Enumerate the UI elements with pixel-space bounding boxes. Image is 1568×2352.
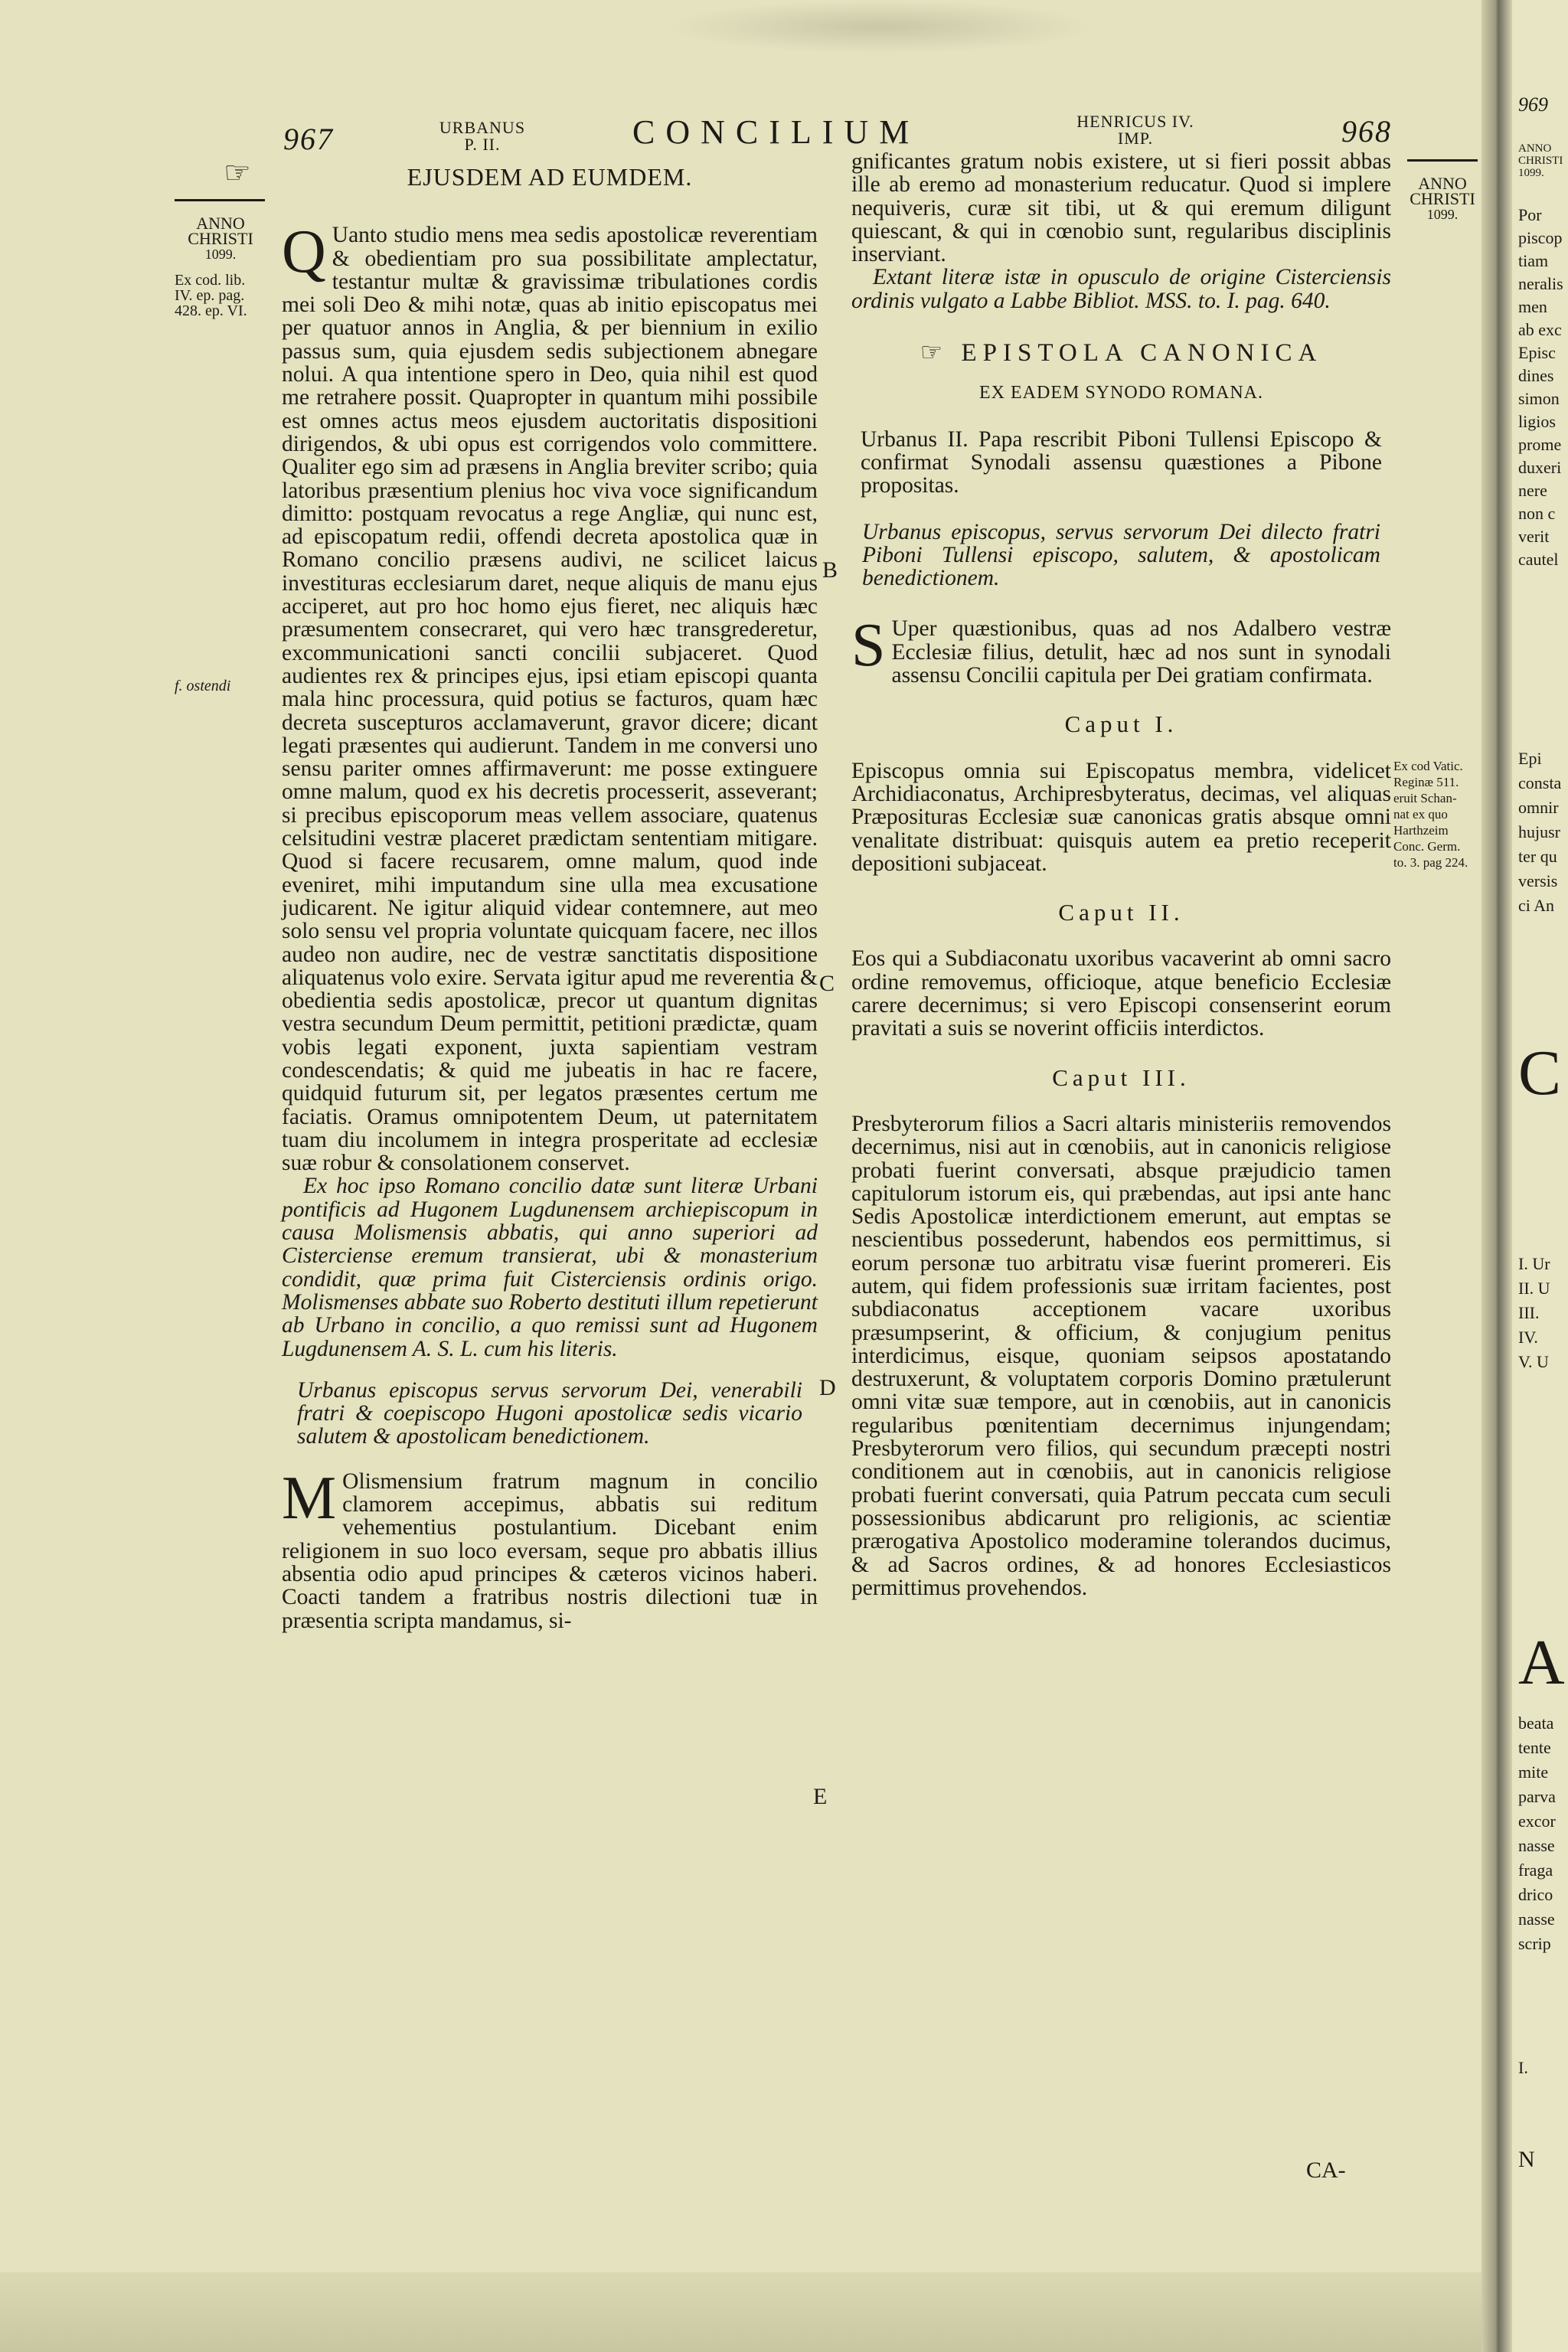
next-page-line: piscop — [1518, 228, 1563, 247]
next-page-line: nasse — [1518, 1836, 1555, 1855]
epistola-salutation: Urbanus episcopus, servus servorum Dei dilecto fratri Piboni Tullensi episcopo, salutem, & apostolicam benedictionem. — [862, 519, 1380, 591]
right-column — [851, 150, 1391, 1599]
next-page-line: Por — [1518, 205, 1542, 224]
next-page-number: 969 — [1518, 93, 1548, 116]
editorial-note: Ex hoc ipso Romano concilio datæ sunt literæ Urbani pontificis ad Hugonem Lugdunensem archiepiscopum in causa Molismensis abbatis, qui anno superiori ad Cisterciense eremum transierat, ubi & monasterium condidit, quæ prima fuit Cisterciensis ordinis origo. Molismenses abbate suo Roberto destituti illum repetierunt ab Urbano in concilio, a quo remissi sunt ad Hugonem Lugdunensem A. S. L. cum his literis. — [282, 1174, 818, 1361]
margin-year: 1099. — [204, 247, 237, 262]
next-page-line: excor — [1518, 1811, 1556, 1831]
next-page-line: verit — [1518, 527, 1550, 546]
next-page-line: consta — [1518, 773, 1562, 792]
next-page-list-item: V. U — [1518, 1352, 1549, 1371]
letter-body — [282, 218, 818, 1176]
next-page-list-item: III. — [1518, 1303, 1540, 1322]
epistola-subtitle: EX EADEM SYNODO ROMANA. — [979, 383, 1263, 403]
next-page-line: prome — [1518, 435, 1562, 454]
running-title: CONCILIUM — [632, 113, 920, 151]
letter-heading: EJUSDEM AD EUMDEM. — [407, 163, 693, 191]
pointing-hand-icon: ☞ — [920, 339, 962, 368]
letter-text-2: Olismensium fratrum magnum in concilio clamorem accepimus, abbatis sui reditum vehementius postulantium. Dicebant enim religionem in suo loco eversam, seque pro abbatis illius absentia odio apud principes & cæteros vicinos haberi. Coacti tandem a fratribus nostris dilectioni tuæ in præsentia scripta mandamus, si- — [282, 1468, 818, 1633]
page-bottom-edge — [0, 2272, 1504, 2352]
next-page-line: mite — [1518, 1762, 1549, 1782]
margin-source-line: Ex cod. lib. — [175, 272, 246, 289]
margin-rule-left — [175, 199, 265, 201]
page-shadow — [666, 0, 1095, 54]
continued-text: gnificantes gratum nobis existere, ut si fieri possit abbas ille ab eremo ad monasterium reducatur. Quod si implere nequiveris, curæ sit tibi, ut & qui eremum diligunt quiescant, & qui in cœnobio sunt, regularibus disciplinis inserviant. — [851, 149, 1391, 267]
page-number-left: 967 — [283, 122, 334, 156]
next-page-line: hujusr — [1518, 822, 1560, 841]
margin-anno-right — [1405, 176, 1480, 222]
margin-source-line: IV. ep. pag. — [175, 287, 245, 304]
epistola-summary: Urbanus II. Papa rescribit Piboni Tullensi Episcopo & confirmat Synodali assensu quæstiones a Pibone propositas. — [861, 426, 1382, 498]
next-year: 1099. — [1518, 167, 1544, 179]
next-page-big-a: A — [1518, 1627, 1565, 1698]
margin-anno-left — [175, 216, 266, 262]
header-pope — [429, 119, 536, 153]
next-page-line: neralis — [1518, 274, 1563, 293]
next-page-line: beata — [1518, 1713, 1554, 1733]
epistola-intro-text: Uper quæstionibus, quas ad nos Adalbero vestræ Ecclesiæ filius, detulit, hæc ad nos sunt in synodali assensu Concilii capitula per Dei gratiam confirmata. — [891, 616, 1391, 688]
margin-source-right — [1393, 758, 1484, 871]
next-page-line: men — [1518, 297, 1547, 316]
next-page-line: Epi — [1518, 749, 1542, 768]
margin-source-line: 428. ep. VI. — [175, 302, 247, 319]
margin-rule-right — [1407, 159, 1478, 162]
header-pope-name: URBANUS — [439, 118, 526, 137]
next-page-line: simon — [1518, 389, 1560, 408]
margin-anno-word: ANNO — [196, 214, 245, 233]
next-page-tail-2: N — [1518, 2147, 1535, 2172]
next-page-line: ab exc — [1518, 320, 1562, 339]
next-page-line: Episc — [1518, 343, 1556, 362]
catchword: CA- — [1306, 2158, 1346, 2183]
next-anno-word: ANNO — [1518, 142, 1552, 155]
next-page-line: cautel — [1518, 550, 1559, 569]
margin-christi-word: CHRISTI — [1410, 189, 1475, 208]
next-page-line: scrip — [1518, 1934, 1551, 1953]
next-page-anno — [1518, 142, 1563, 179]
caput-3-text: Presbyterorum filios a Sacri altaris ministeriis removendos decernimus, nisi aut in cœnobiis, aut in canonicis religiose probati fuerint conversati, absque præjudicio tamen capitulorum istorum eis, qui præbendas, aut ipsi ante hanc Sedis Apostolicæ interdictionem emerunt, aut emptas se nescientibus possederunt, habendos eos permittimus, si eorum personæ tuo arbitratu visæ fuerint promereri. Eis autem, qui fidem professionis suæ irritam facientes, post subdiaconatus acceptionem vacare uxoribus præsumpserint, & officium, & conjugium penitus interdicimus, eisque, quoniam seipsos apostatando destruxerunt, & voluptatem corporis Domino prætulerunt omni vitæ suæ tempore, aut in cœnobiis, aut in canonicis regularibus pœnitentiam decernimus injungendam; Presbyterorum vero filios, qui secundum præcepti nostri conditionem aut in cœnobiis, aut in canonicis religiose probati fuerint conversati, quia Patrum peccata cum seculi possessionibus abdicarunt pro religionis, ac scientiæ prærogativa Apostolico moderamine tolerandos ducimus, & ad Sacros ordines, & ad honores Ecclesiasticos permittimus provehendos. — [851, 1111, 1391, 1600]
margin-christi-word: CHRISTI — [188, 229, 253, 248]
next-christi-word: CHRISTI — [1518, 155, 1563, 167]
epistola-title-text: EPISTOLA CANONICA — [961, 339, 1323, 368]
next-page-list-item: II. U — [1518, 1279, 1550, 1298]
next-page-list-item: IV. — [1518, 1328, 1538, 1347]
next-page-line: parva — [1518, 1787, 1556, 1806]
letter-salutation: Urbanus episcopus servus servorum Dei, venerabili fratri & coepiscopo Hugoni apostolicæ sedis vicario salutem & apostolicam benedictionem. — [297, 1377, 802, 1449]
header-emperor-name: HENRICUS IV. — [1076, 112, 1194, 131]
section-marker-e: E — [813, 1784, 828, 1809]
epistola-title — [851, 339, 1391, 368]
page-number-right: 968 — [1341, 114, 1392, 149]
next-page-big-c: C — [1518, 1037, 1562, 1109]
section-marker-d: D — [819, 1375, 836, 1400]
header-emperor-sub: IMP. — [1117, 129, 1154, 148]
book-gutter — [1481, 0, 1512, 2352]
margin-source-line: Harthzeim — [1393, 823, 1449, 838]
letter-body-2 — [282, 1464, 818, 1633]
next-page-line: omnir — [1518, 798, 1559, 817]
caput-1-text: Episcopus omnia sui Episcopatus membra, videlicet Archidiaconatus, Archipresbyteratus, decimas, vel aliquas Præposituras Ecclesiæ suæ canonicas gratis absque omni venalitate distribuat: quisquis autem ea pretio receperit depositioni subjaceat. — [851, 758, 1391, 876]
margin-source-line: Conc. Germ. — [1393, 839, 1461, 854]
caput-1-heading: Caput I. — [1064, 710, 1178, 738]
letter-text: Uanto studio mens mea sedis apostolicæ reverentiam & obedientiam pro sua possibilitate amplectatur, testantur multæ & gravissimæ tribulationes cordis mei soli Deo & mihi notæ, quas ab initio episcopatus mei per quatuor annos in Anglia, & per biennium in exilio passus sum, quia ejusdem sedis subjectionem abnegare nolui. A qua intentione spero in Deo, quia nihil est quod me retrahere possit. Quapropter in quantum mihi possibile est omnes actus meos ejusdem auctoritatis dispositioni dirigendos, & ubi opus est corrigendos volo committere. Qualiter ego sim ad præsens in Anglia breviter scribo; quia latoribus præsentium plenius hoc viva voce significandum dimitto: postquam revocatus a rege Angliæ, qui nunc est, ad episcopatum redii, offendi decreta apostolica quæ in Romano concilio præsens audivi, ne scilicet laicus investituras ecclesiarum daret, neque aliquis de manu ejus acciperet, aut pro hoc homo ejus fieret, nec aliquis hæc præsumentem consecraret, qui vero hæc transgrederetur, excommunicationi sancti concilii subjaceret. Quod audientes rex & principes ejus, ipsi etiam episcopi quanta mala hinc processura, quid potius se facturos, quam hæc decreta suscepturos acclamaverunt, gravor dicere; dicant legati præsentes qui audierunt. Tandem in me conversi uno sensu pariter omnes affirmaverunt: me posse extinguere omne malum, quod ex his decretis processerit, asseverant; si precibus episcoporum meas vellem associare, quatenus celsitudini vestræ placeret prædictam sententiam mitigare. Quod si facere recusarem, omne malum, quod inde eveniret, mihi imputandum sine ulla mea excusatione judicarent. Ne igitur aliquid videar contemnere, aut meo solo sensu vel propria voluntate quicquam facere, nec illos audeo non audire, nec de vestræ sanctitatis dispositione aliquatenus volo exire. Servata igitur apud me reverentia & obedientia sedis apostolicæ, precor ut quantum dignitas vestra secundum Deum permittit, petitioni prædictæ, quam vobis legati exponent, juxta sapientiam vestram condescendatis; & quid me jubeatis in hac re facere, quidquid futurum sit, per legatos præsentes certum me faciatis. Oramus omnipotentem Deum, ut paternitatem tuam diu incolumem in integra prosperitate ad ecclesiæ suæ robur & consolationem conservet. — [282, 223, 818, 1176]
next-page-line: dines — [1518, 366, 1554, 385]
caput-2-text: Eos qui a Subdiaconatu uxoribus vacaverint ab omni sacro ordine removemus, officioque, atque beneficio Ecclesiæ carere decernimus; si vero Episcopi consenserint eorum pravitati a suis se noverint officiis interdictos. — [851, 946, 1391, 1041]
next-page-line: non c — [1518, 504, 1556, 523]
next-page-line: tiam — [1518, 251, 1549, 270]
margin-source-line: Ex cod Vatic. — [1393, 759, 1463, 773]
section-marker-c: C — [819, 971, 835, 996]
margin-source-line: nat ex quo — [1393, 807, 1448, 822]
drop-cap-q: Q — [282, 218, 326, 286]
margin-note-ostendi: f. ostendi — [175, 678, 231, 694]
margin-source-left — [175, 273, 276, 318]
next-page-line: versis — [1518, 871, 1558, 890]
section-marker-b: B — [822, 557, 838, 583]
caput-2-heading: Caput II. — [1058, 899, 1184, 926]
header-emperor — [1070, 113, 1200, 147]
next-page-line: ci An — [1518, 896, 1555, 915]
pointing-hand-icon: ☞ — [224, 155, 251, 190]
caput-3-heading: Caput III. — [1052, 1063, 1191, 1091]
left-column — [282, 161, 818, 1632]
header-pope-sub: P. II. — [464, 135, 501, 154]
next-page-line: nere — [1518, 481, 1547, 500]
next-page-line: ter qu — [1518, 847, 1557, 866]
next-page-line: nasse — [1518, 1909, 1555, 1929]
next-page-line: tente — [1518, 1738, 1551, 1757]
epistola-intro — [851, 612, 1391, 688]
next-page-line: fraga — [1518, 1860, 1553, 1880]
next-page-line: duxeri — [1518, 458, 1562, 477]
margin-source-line: to. 3. pag 224. — [1393, 855, 1468, 870]
margin-source-line: Reginæ 511. — [1393, 775, 1459, 789]
extant-note: Extant literæ istæ in opusculo de origine Cisterciensis ordinis vulgato a Labbe Bibliot. MSS. to. I. pag. 640. — [851, 265, 1391, 313]
margin-anno-word: ANNO — [1418, 174, 1467, 193]
next-page-tail-1: I. — [1518, 2058, 1528, 2077]
next-page-edge — [1512, 0, 1568, 2352]
drop-cap-m: M — [282, 1464, 337, 1532]
margin-source-line: eruit Schan- — [1393, 791, 1457, 805]
next-page-list-item: I. Ur — [1518, 1254, 1550, 1273]
drop-cap-s: S — [851, 612, 886, 680]
next-page-line: ligios — [1518, 412, 1556, 431]
margin-year: 1099. — [1426, 207, 1459, 222]
next-page-line: drico — [1518, 1885, 1553, 1904]
